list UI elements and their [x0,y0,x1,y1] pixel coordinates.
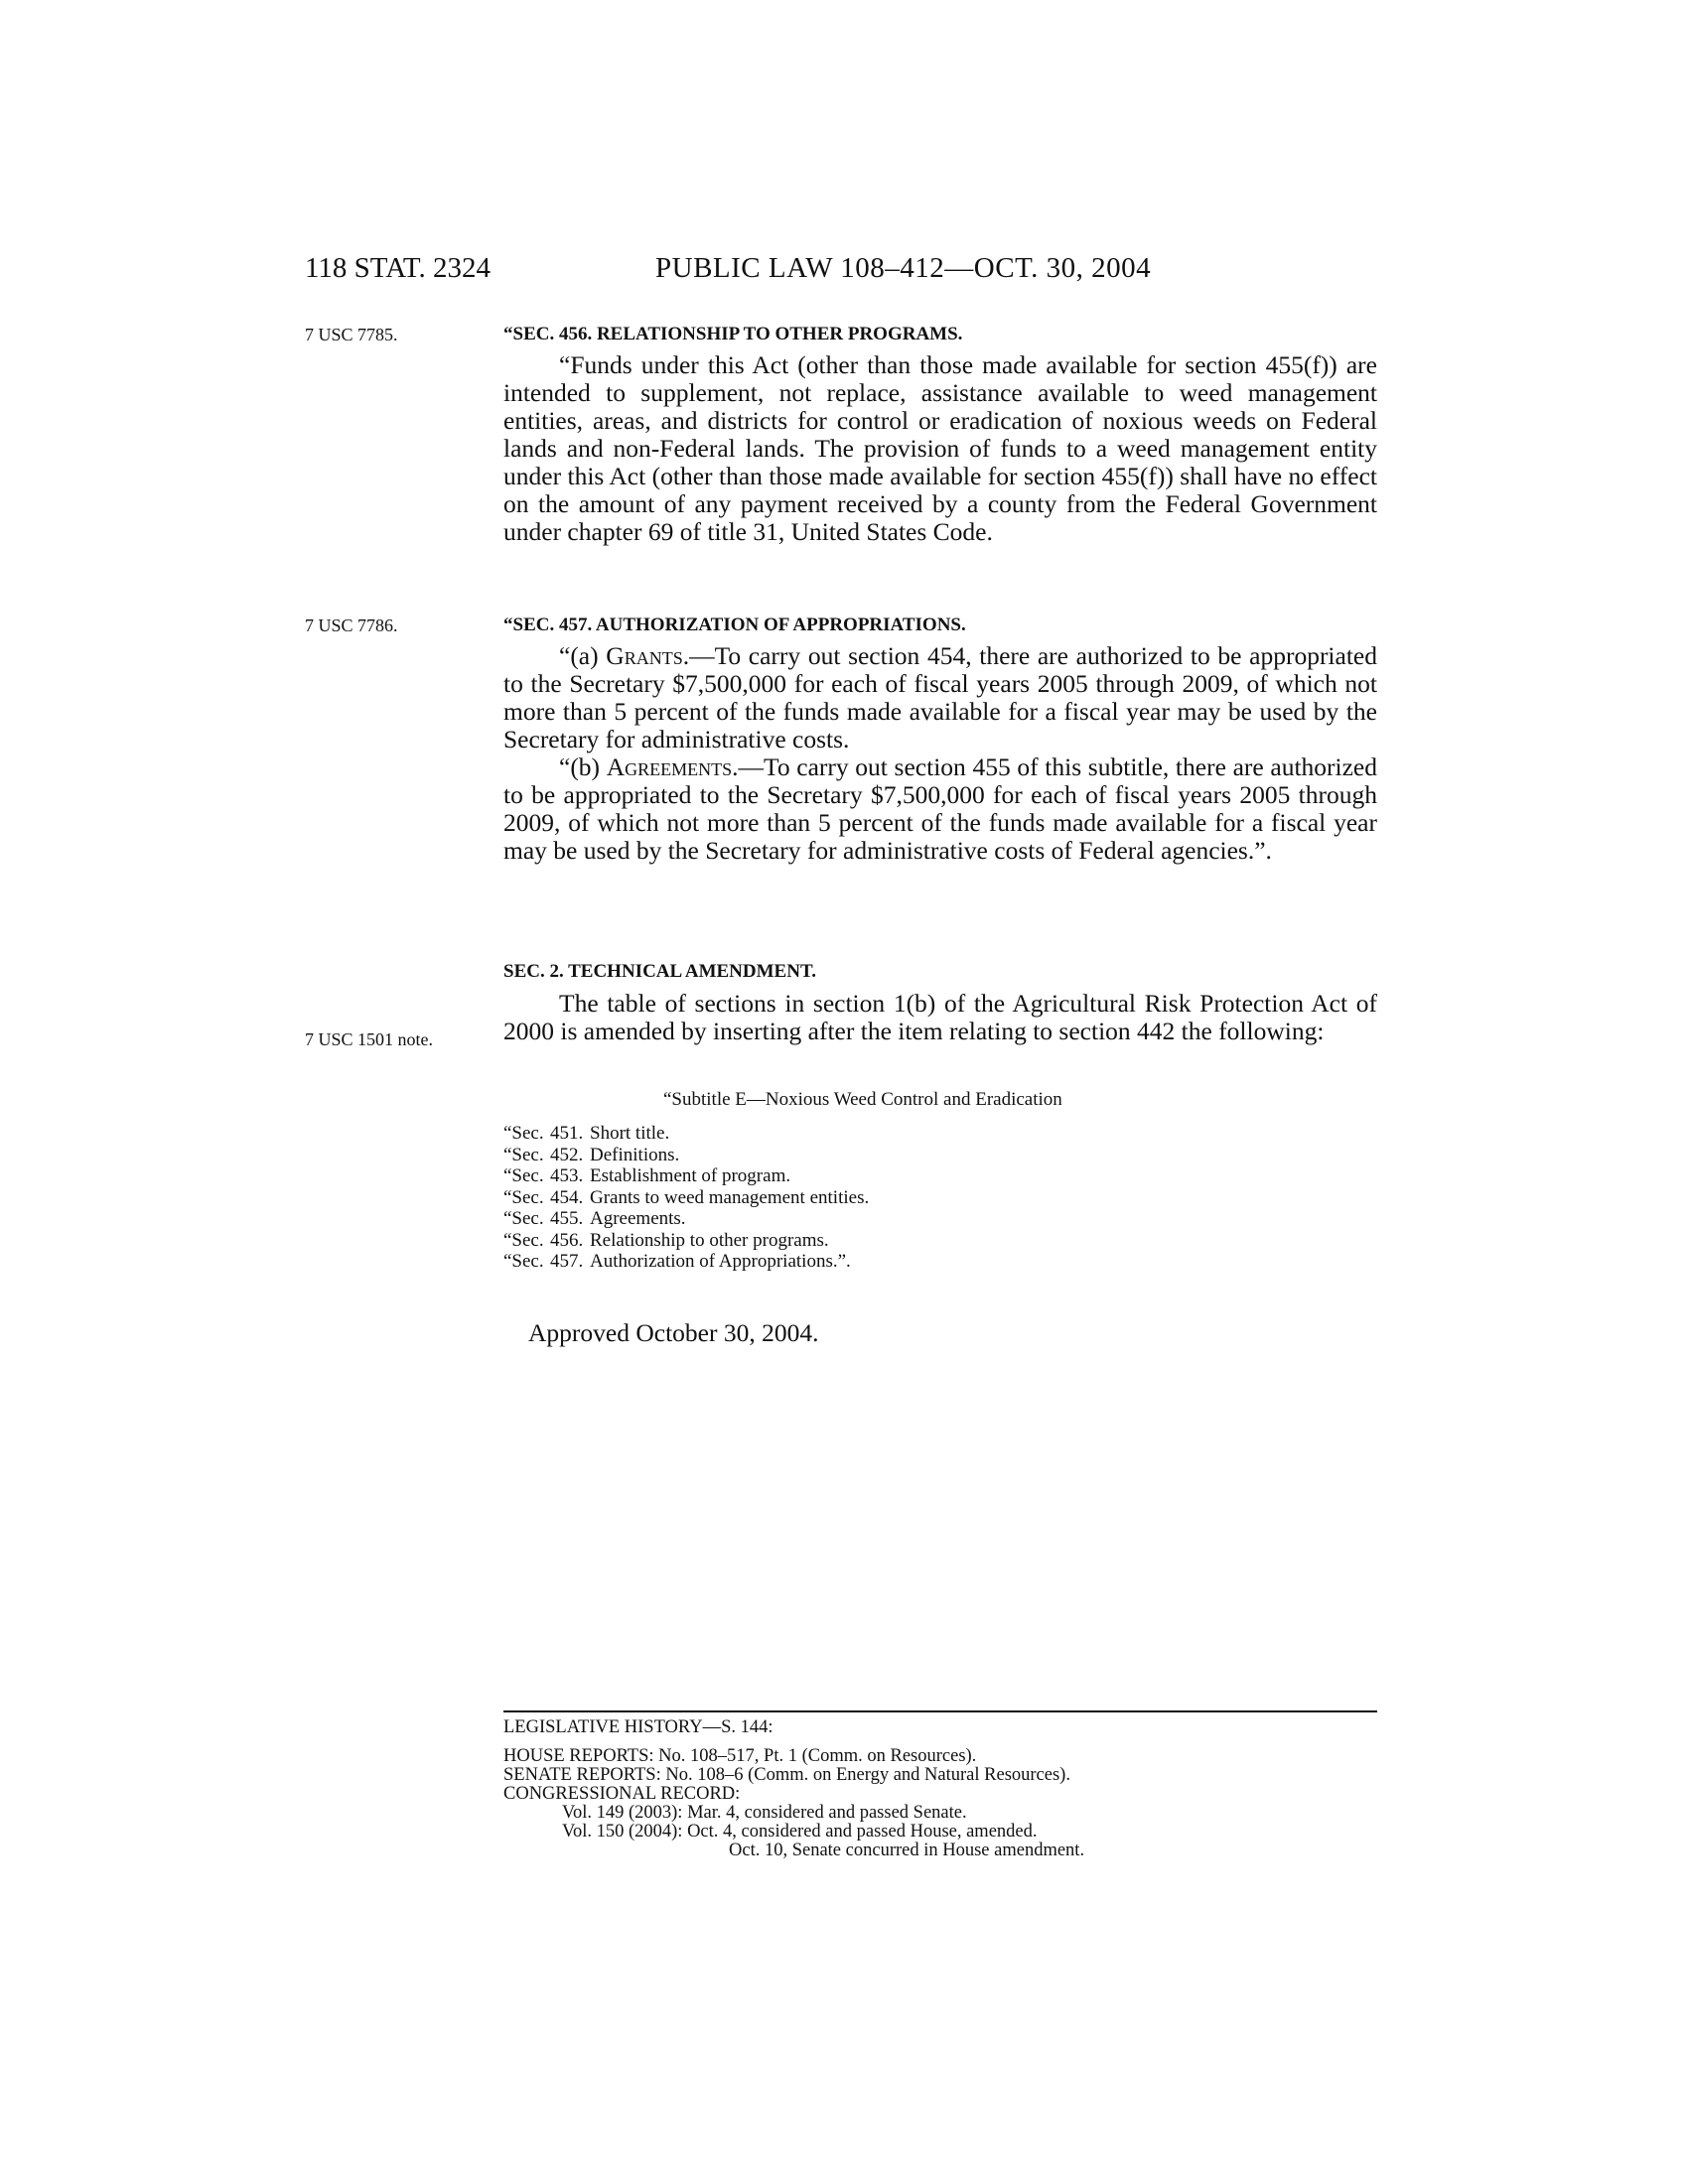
house-reports: HOUSE REPORTS: No. 108–517, Pt. 1 (Comm. on Resources). [503,1746,977,1766]
toc-item-number: 455. [550,1208,584,1229]
sec-456-paragraph: “Funds under this Act (other than those made available for section 455(f)) are intended to supplement, not replace, assistance available to weed management entities, areas, and districts for control or eradication of noxious weeds on Federal lands and non-Federal lands. The provision of funds to a weed management entity under this Act (other than those made available for section 455(f)) shall have no effect on the amount of any payment received by a county from the Federal Government under chapter 69 of title 31, United States Code. [503,350,1377,546]
toc-item-lead: “Sec. [503,1208,544,1229]
toc-item-lead: “Sec. [503,1251,544,1272]
sec-457-a-lead: “(a) [559,641,607,670]
toc-item-text: Agreements. [590,1208,686,1229]
sec-2-paragraph: The table of sections in section 1(b) of the Agricultural Risk Protection Act of 2000 is amended by inserting after the item relating to section 442 the following: [503,989,1377,1045]
sec-457-b-text: .—To carry out section 455 of this subtitle, there are authorized to be appropriated to the Secretary $7,500,000 for each of fiscal years 2005 through 2009, of which not more than 5 percent of the funds made available for a fiscal year may be used by the Secretary for administrative costs of Federal agencies.”. [503,752,1377,865]
toc-item-number: 451. [550,1123,584,1144]
toc-item [503,1230,869,1252]
sec-457-a-paragraph [503,642,1377,753]
congressional-record-label: CONGRESSIONAL RECORD: [503,1784,741,1804]
sec-457-a-text: .—To carry out section 454, there are authorized to be appropriated to the Secretary $7,500,000 for each of fiscal years 2005 through 2009, of which not more than 5 percent of the funds made available for a fiscal year may be used by the Secretary for administrative costs. [503,641,1377,753]
page-title: PUBLIC LAW 108–412—OCT. 30, 2004 [655,252,1152,284]
toc-item-lead: “Sec. [503,1144,544,1165]
legislative-history-title: LEGISLATIVE HISTORY—S. 144: [503,1717,774,1737]
toc-item-text: Establishment of program. [590,1165,791,1186]
toc-item-lead: “Sec. [503,1186,544,1208]
sec-456-body [503,351,1377,546]
senate-reports: SENATE REPORTS: No. 108–6 (Comm. on Energy and Natural Resources). [503,1765,1070,1785]
toc-item-text: Definitions. [590,1144,680,1165]
record-vol-150: Vol. 150 (2004): Oct. 4, considered and passed House, amended. [562,1822,1038,1842]
toc-item [503,1123,869,1145]
sec-457-b-label: Agreements [606,752,733,781]
sec-457-body [503,642,1377,865]
toc-item [503,1145,869,1166]
toc-item [503,1208,869,1230]
statute-page-number: 118 STAT. 2324 [305,252,491,284]
toc-list [503,1123,869,1273]
toc-item-text: Authorization of Appropriations.”. [590,1251,851,1272]
record-vol-150-continued: Oct. 10, Senate concurred in House amendment. [729,1841,1085,1860]
legislative-history [503,1718,1084,1860]
toc-item [503,1187,869,1209]
toc-item-number: 457. [550,1251,584,1272]
toc-item [503,1165,869,1187]
sec-2-heading: SEC. 2. TECHNICAL AMENDMENT. [503,961,816,982]
toc-item-lead: “Sec. [503,1229,544,1251]
toc-item [503,1251,869,1273]
margin-note-7785: 7 USC 7785. [305,325,398,344]
toc-item-text: Grants to weed management entities. [590,1186,870,1208]
margin-note-1501: 7 USC 1501 note. [305,1029,434,1049]
toc-title: “Subtitle E—Noxious Weed Control and Eradication [663,1089,1062,1110]
sec-2-body [503,990,1377,1045]
approval-date: Approved October 30, 2004. [528,1318,819,1347]
sec-457-heading: “SEC. 457. AUTHORIZATION OF APPROPRIATIONS. [503,614,966,635]
margin-note-7786: 7 USC 7786. [305,615,398,635]
toc-item-lead: “Sec. [503,1165,544,1186]
toc-item-number: 456. [550,1229,584,1251]
sec-457-b-lead: “(b) [559,752,607,781]
sec-457-a-label: Grants [606,641,683,670]
record-vol-149: Vol. 149 (2003): Mar. 4, considered and passed Senate. [562,1803,967,1823]
sec-457-b-paragraph [503,753,1377,865]
toc-item-number: 453. [550,1165,584,1186]
sec-456-heading: “SEC. 456. RELATIONSHIP TO OTHER PROGRAMS. [503,324,963,344]
toc-item-number: 454. [550,1186,584,1208]
divider [503,1710,1377,1712]
toc-item-lead: “Sec. [503,1123,544,1144]
toc-item-text: Short title. [590,1123,670,1144]
toc-item-text: Relationship to other programs. [590,1229,829,1251]
toc-item-number: 452. [550,1144,584,1165]
